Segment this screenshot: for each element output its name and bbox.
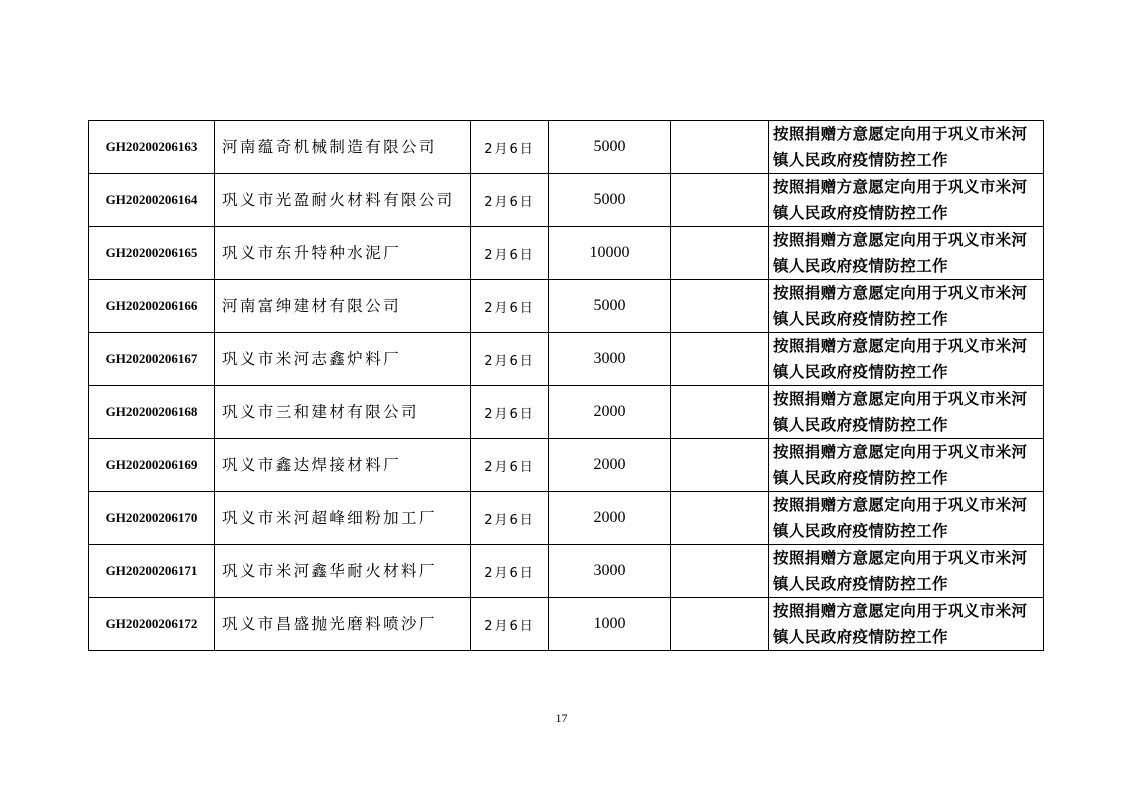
receipt-id-cell: GH20200206172 — [89, 598, 215, 651]
donor-name-cell: 巩义市昌盛抛光磨料喷沙厂 — [215, 598, 471, 651]
table-row — [89, 280, 1044, 333]
amount-cell: 2000 — [549, 492, 671, 545]
receipt-id-cell: GH20200206166 — [89, 280, 215, 333]
empty-cell — [671, 333, 769, 386]
date-cell: 2月6日 — [471, 545, 549, 598]
date-cell: 2月6日 — [471, 280, 549, 333]
donor-name-cell: 河南蕴奇机械制造有限公司 — [215, 121, 471, 174]
purpose-cell: 按照捐赠方意愿定向用于巩义市米河镇人民政府疫情防控工作 — [769, 439, 1044, 492]
table-row — [89, 386, 1044, 439]
table-row — [89, 174, 1044, 227]
date-cell: 2月6日 — [471, 439, 549, 492]
date-cell: 2月6日 — [471, 333, 549, 386]
amount-cell: 5000 — [549, 121, 671, 174]
table-row — [89, 227, 1044, 280]
purpose-cell: 按照捐赠方意愿定向用于巩义市米河镇人民政府疫情防控工作 — [769, 174, 1044, 227]
purpose-cell: 按照捐赠方意愿定向用于巩义市米河镇人民政府疫情防控工作 — [769, 333, 1044, 386]
date-cell: 2月6日 — [471, 386, 549, 439]
amount-cell: 5000 — [549, 174, 671, 227]
purpose-cell: 按照捐赠方意愿定向用于巩义市米河镇人民政府疫情防控工作 — [769, 280, 1044, 333]
receipt-id-cell: GH20200206169 — [89, 439, 215, 492]
donor-name-cell: 巩义市三和建材有限公司 — [215, 386, 471, 439]
receipt-id-cell: GH20200206171 — [89, 545, 215, 598]
donor-name-cell: 巩义市鑫达焊接材料厂 — [215, 439, 471, 492]
receipt-id-cell: GH20200206165 — [89, 227, 215, 280]
table-row — [89, 439, 1044, 492]
amount-cell: 3000 — [549, 333, 671, 386]
date-cell: 2月6日 — [471, 174, 549, 227]
table-row — [89, 545, 1044, 598]
amount-cell: 3000 — [549, 545, 671, 598]
purpose-cell: 按照捐赠方意愿定向用于巩义市米河镇人民政府疫情防控工作 — [769, 227, 1044, 280]
empty-cell — [671, 439, 769, 492]
amount-cell: 2000 — [549, 386, 671, 439]
purpose-cell: 按照捐赠方意愿定向用于巩义市米河镇人民政府疫情防控工作 — [769, 598, 1044, 651]
amount-cell: 10000 — [549, 227, 671, 280]
donation-table — [88, 120, 1044, 651]
empty-cell — [671, 227, 769, 280]
amount-cell: 1000 — [549, 598, 671, 651]
date-cell: 2月6日 — [471, 227, 549, 280]
date-cell: 2月6日 — [471, 492, 549, 545]
donor-name-cell: 巩义市东升特种水泥厂 — [215, 227, 471, 280]
purpose-cell: 按照捐赠方意愿定向用于巩义市米河镇人民政府疫情防控工作 — [769, 492, 1044, 545]
receipt-id-cell: GH20200206170 — [89, 492, 215, 545]
table-row — [89, 121, 1044, 174]
page-number: 17 — [555, 711, 568, 725]
empty-cell — [671, 280, 769, 333]
empty-cell — [671, 386, 769, 439]
purpose-cell: 按照捐赠方意愿定向用于巩义市米河镇人民政府疫情防控工作 — [769, 121, 1044, 174]
donor-name-cell: 巩义市光盈耐火材料有限公司 — [215, 174, 471, 227]
donation-table-body — [89, 121, 1044, 651]
donor-name-cell: 河南富绅建材有限公司 — [215, 280, 471, 333]
receipt-id-cell: GH20200206167 — [89, 333, 215, 386]
empty-cell — [671, 174, 769, 227]
empty-cell — [671, 492, 769, 545]
amount-cell: 2000 — [549, 439, 671, 492]
receipt-id-cell: GH20200206168 — [89, 386, 215, 439]
table-row — [89, 333, 1044, 386]
amount-cell: 5000 — [549, 280, 671, 333]
empty-cell — [671, 545, 769, 598]
empty-cell — [671, 121, 769, 174]
table-row — [89, 492, 1044, 545]
donor-name-cell: 巩义市米河鑫华耐火材料厂 — [215, 545, 471, 598]
donor-name-cell: 巩义市米河超峰细粉加工厂 — [215, 492, 471, 545]
donor-name-cell: 巩义市米河志鑫炉料厂 — [215, 333, 471, 386]
receipt-id-cell: GH20200206163 — [89, 121, 215, 174]
purpose-cell: 按照捐赠方意愿定向用于巩义市米河镇人民政府疫情防控工作 — [769, 545, 1044, 598]
purpose-cell: 按照捐赠方意愿定向用于巩义市米河镇人民政府疫情防控工作 — [769, 386, 1044, 439]
empty-cell — [671, 598, 769, 651]
table-row — [89, 598, 1044, 651]
receipt-id-cell: GH20200206164 — [89, 174, 215, 227]
date-cell: 2月6日 — [471, 121, 549, 174]
date-cell: 2月6日 — [471, 598, 549, 651]
